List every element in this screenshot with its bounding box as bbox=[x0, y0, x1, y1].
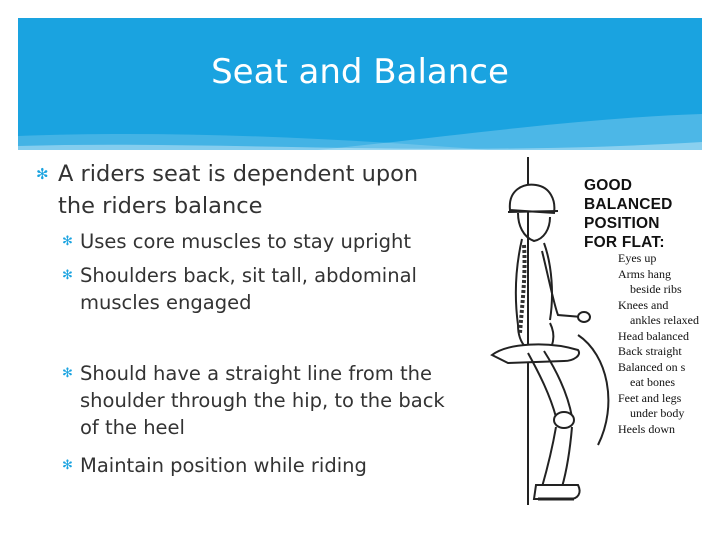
figure-note: Arms hang bbox=[618, 266, 671, 281]
sub-bullet-item bbox=[62, 262, 462, 316]
figure-note: Eyes up bbox=[618, 251, 657, 265]
figure-note: beside ribs bbox=[630, 282, 682, 296]
asterisk-bullet-icon: ✻ bbox=[62, 234, 73, 249]
sub-bullet-item bbox=[62, 360, 462, 441]
figure-note: eat bones bbox=[630, 375, 675, 389]
figure-note: Balanced on s bbox=[618, 359, 686, 374]
bullet-item bbox=[36, 158, 456, 222]
figure-caption-line: BALANCED bbox=[584, 196, 673, 213]
figure-note: Heels down bbox=[618, 421, 675, 436]
figure-notes bbox=[618, 251, 718, 437]
figure-note: Feet and legs bbox=[618, 390, 682, 405]
figure-note: under body bbox=[630, 406, 685, 420]
sub-bullet-text: Should have a straight line from the shoulder through the hip, to the back of the heel bbox=[80, 362, 445, 439]
sub-bullet-item bbox=[62, 452, 462, 479]
sub-bullet-item bbox=[62, 228, 462, 255]
sub-bullet-text: Shoulders back, sit tall, abdominal muscles engaged bbox=[80, 264, 417, 314]
asterisk-bullet-icon: ✻ bbox=[36, 165, 49, 183]
figure-caption-line: FOR FLAT: bbox=[584, 234, 665, 251]
figure-caption-line: POSITION bbox=[584, 215, 660, 232]
figure-note: Knees and bbox=[618, 297, 669, 312]
asterisk-bullet-icon: ✻ bbox=[62, 458, 73, 473]
slide-title: Seat and Balance bbox=[211, 52, 509, 92]
figure-note: ankles relaxed bbox=[630, 313, 699, 327]
figure-note: Back straight bbox=[618, 344, 682, 358]
sub-bullet-text: Maintain position while riding bbox=[80, 454, 367, 477]
figure-caption-line: GOOD bbox=[584, 177, 633, 194]
figure-caption bbox=[584, 176, 714, 252]
asterisk-bullet-icon: ✻ bbox=[62, 268, 73, 283]
sub-bullet-text: Uses core muscles to stay upright bbox=[80, 230, 412, 253]
bullet-text: A riders seat is dependent upon the riders balance bbox=[58, 161, 419, 219]
asterisk-bullet-icon: ✻ bbox=[62, 366, 73, 381]
figure-note: Head balanced bbox=[618, 328, 689, 343]
